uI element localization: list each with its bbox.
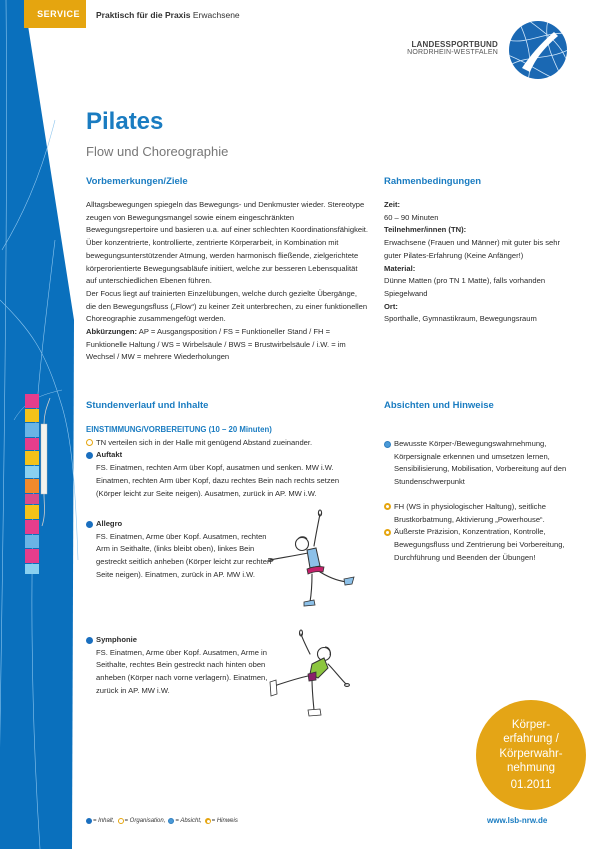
website-link[interactable]: www.lsb-nrw.de xyxy=(487,816,548,825)
absicht-icon xyxy=(168,818,174,824)
rahmen-item-teilnehmer xyxy=(384,224,574,262)
series-header xyxy=(96,10,240,20)
absicht-item xyxy=(384,438,594,489)
organisation-icon xyxy=(118,818,124,824)
page-subtitle: Flow und Choreographie xyxy=(86,144,229,159)
vorbemerkungen-paragraph: Über konzentrierte, kontrollierte, zentrierte Körperarbeit, in Kombination mit bewegungsunterstützender Atmung, werden harmonisch fließende, zielgerichtete körperorientierte Bewegungsabläufe initiiert, welche zur besseren Lebensqualität auf unterschiedlichen Ebenen führen. xyxy=(86,238,359,286)
page-title: Pilates xyxy=(86,108,164,135)
rahmenbedingungen-list xyxy=(384,199,574,326)
org-note-text: TN verteilen sich in der Halle mit genügend Abstand zueinander. xyxy=(96,437,313,447)
rahmen-label: Zeit: xyxy=(384,200,401,209)
exercise-allegro xyxy=(86,518,272,582)
rahmen-label: Ort: xyxy=(384,301,398,311)
phase-heading: EINSTIMMUNG/VORBEREITUNG (10 – 20 Minuten) xyxy=(86,425,272,434)
inhalt-icon xyxy=(86,637,93,644)
exercise-name: Symphonie xyxy=(96,635,137,644)
rahmen-label: Material: xyxy=(384,263,416,273)
rahmen-value: Sporthalle, Gymnastikraum, Bewegungsraum xyxy=(384,314,537,324)
badge-line: Körperwahr- xyxy=(499,747,563,760)
praxis-logo xyxy=(22,394,52,584)
section-heading-vorbemerkungen: Vorbemerkungen/Ziele xyxy=(86,176,188,187)
hinweis-text: FH (WS in physiologischer Haltung), seitliche Brustkorbatmung, Aktivierung „Powerhouse“. xyxy=(394,501,546,524)
absichten-list xyxy=(384,438,594,564)
inhalt-icon xyxy=(86,521,93,528)
inhalt-icon xyxy=(86,818,92,824)
org-name-line2: NORDRHEIN-WESTFALEN xyxy=(407,49,498,57)
hinweis-item xyxy=(384,501,594,526)
praxis-logo-graphic xyxy=(22,394,52,584)
vorbemerkungen-paragraph: Alltagsbewegungen spiegeln das Bewegungs- und Denkmuster wieder. Stereotype zeugen von Bewegungsmangel sowie einem eingeschränkten Bewegungsrepertoire und basieren u.a. auf einer schlechten Koordinationsfähigkeit. xyxy=(86,200,368,235)
exercise-name: Auftakt xyxy=(96,450,123,460)
series-name: Praktisch für die Praxis xyxy=(96,10,191,20)
badge-date: 01.2011 xyxy=(510,778,552,791)
exercise-text: FS. Einatmen, Arme über Kopf. Ausatmen, Arme in Seithalte, rechtes Bein gestreckt nach hinten oben anheben (Körper nach vorne verlagern). Einatmen, zurück in AP. MW i.W. xyxy=(96,647,268,695)
legend-label: = Organisation, xyxy=(124,818,166,824)
legend-label: = Inhalt, xyxy=(93,818,115,824)
badge-line: Körper- xyxy=(511,718,551,731)
vorbemerkungen-paragraph: Der Focus liegt auf trainierten Einzelübungen, welche durch gezielte Übergänge, die den Bewegungsfluss („Flow“) zu keiner Zeit unterbrechen, zu einer funktionellen Choreographie zusammengefügt werden. xyxy=(86,288,368,324)
section-heading-stundenverlauf: Stundenverlauf und Inhalte xyxy=(86,400,209,411)
absicht-icon xyxy=(384,441,391,448)
rahmen-value: 60 – 90 Minuten xyxy=(384,212,439,222)
exercise-text: FS. Einatmen, rechten Arm über Kopf, ausatmen und senken. MW i.W. Einatmen, rechten Arm über Kopf, dazu rechtes Bein nach rechts setzen (Körper leicht zur Seite neigen). Ausatmen, zurück in AP. MW i.W. xyxy=(96,463,340,498)
badge-line: erfahrung / xyxy=(503,733,559,746)
hinweis-icon xyxy=(205,818,211,824)
rahmen-item-zeit xyxy=(384,199,574,224)
abbreviations-label: Abkürzungen: xyxy=(86,327,138,337)
stundenverlauf-content xyxy=(86,424,366,500)
badge-line: nehmung xyxy=(507,762,555,775)
symphonie-figure-illustration xyxy=(268,628,368,728)
service-tab: SERVICE xyxy=(24,0,86,28)
section-heading-absichten: Absichten und Hinweise xyxy=(384,400,494,411)
abbreviations xyxy=(86,326,368,364)
org-note xyxy=(86,437,366,450)
org-logo-text xyxy=(407,40,498,57)
rahmen-value: Erwachsene (Frauen und Männer) mit guter bis sehr guter Pilates-Erfahrung (Keine Anfänger!) xyxy=(384,238,561,260)
section-heading-rahmenbedingungen: Rahmenbedingungen xyxy=(384,176,482,187)
legend-label: = Hinweis xyxy=(211,818,238,824)
series-category: Erwachsene xyxy=(192,10,240,20)
rahmen-item-material xyxy=(384,263,574,301)
organisation-icon xyxy=(86,439,93,446)
absicht-text: Bewusste Körper-/Bewegungswahrnehmung, Körpersignale erkennen und umsetzen lernen, Sensibilisierung, Mobilisation, Vorbereitung auf den Stundenschwerpunkt xyxy=(394,439,567,487)
topic-badge xyxy=(476,700,586,810)
vorbemerkungen-text xyxy=(86,199,368,364)
inhalt-icon xyxy=(86,452,93,459)
abbreviations-text: AP = Ausgangsposition / FS = Funktioneller Stand / FH = Funktionelle Haltung / WS = Wirbelsäule / BWS = Brustwirbelsäule / i.W. = im Wechsel / MW = mehrere Wiederholungen xyxy=(86,327,346,362)
exercise-auftakt xyxy=(86,449,366,500)
exercise-text: FS. Einatmen, Arme über Kopf. Ausatmen, rechten Arm in Seithalte, (links bleibt oben), linkes Bein gestreckt seitlich anheben (Körper leicht zur rechten Seite neigen). Einatmen, zurück in AP. MW i.W. xyxy=(96,531,272,579)
hinweis-text: Äußerste Präzision, Konzentration, Kontrolle, Bewegungsfluss und Zentrierung bei Vorbereitung, Durchführung und Beenden der Übungen! xyxy=(394,527,565,562)
rahmen-item-ort xyxy=(384,301,574,326)
rahmen-value: Dünne Matten (pro TN 1 Matte), falls vorhanden Spiegelwand xyxy=(384,276,546,298)
exercise-name: Allegro xyxy=(96,519,123,528)
icon-legend xyxy=(86,818,241,824)
org-globe-logo xyxy=(508,20,568,80)
exercise-symphonie xyxy=(86,634,276,698)
org-name-line1: LANDESSPORTBUND xyxy=(411,40,498,49)
rahmen-label: Teilnehmer/innen (TN): xyxy=(384,225,467,235)
hinweis-icon xyxy=(384,529,391,536)
hinweis-icon xyxy=(384,503,391,510)
hinweis-item xyxy=(384,526,594,564)
legend-label: = Absicht, xyxy=(175,818,202,824)
allegro-figure-illustration xyxy=(268,508,368,608)
